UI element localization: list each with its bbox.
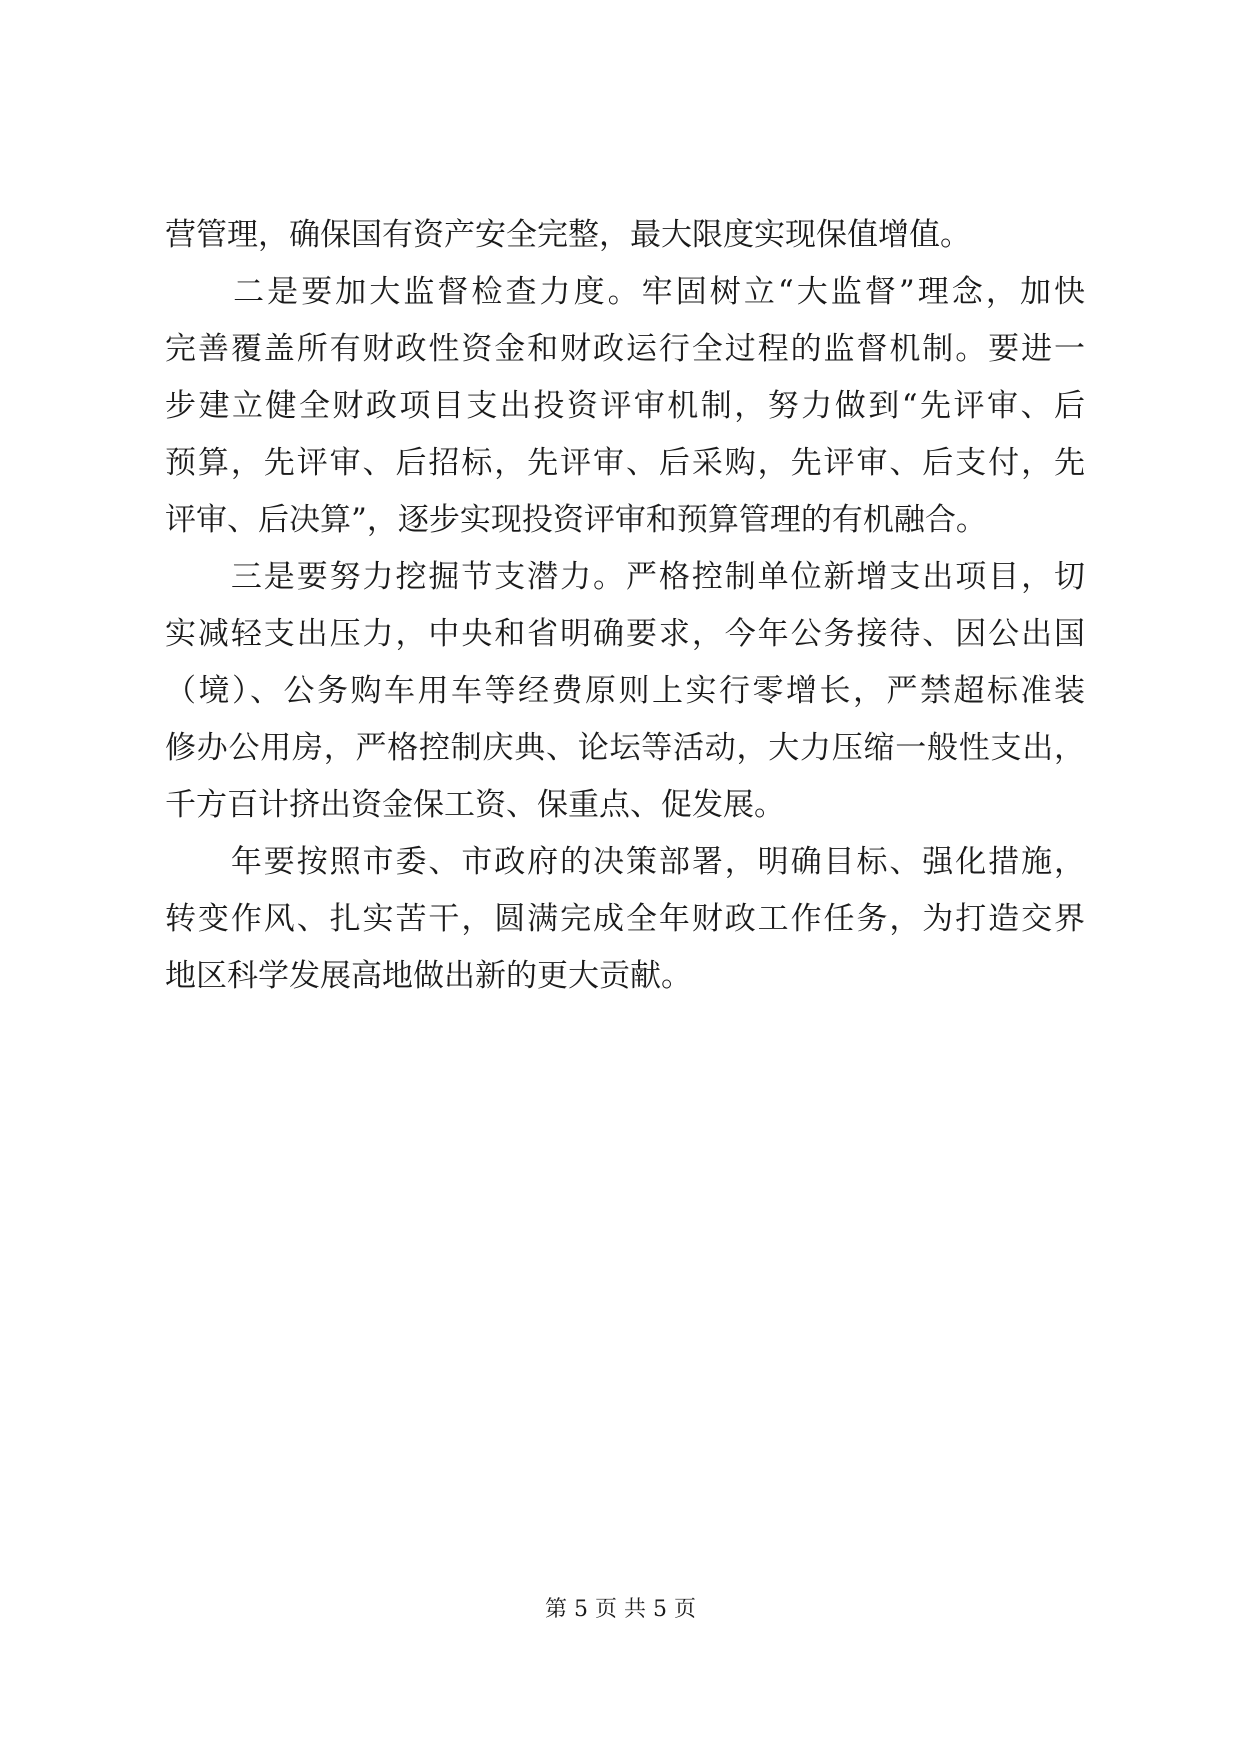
paragraph-line: 完善覆盖所有财政性资金和财政运行全过程的监督机制。要进一 xyxy=(165,331,1085,367)
page-footer: 第 5 页 共 5 页 xyxy=(545,1597,696,1622)
paragraph-line: 修办公用房，严格控制庆典、论坛等活动，大力压缩一般性支出， xyxy=(165,730,1085,766)
paragraph-line: 转变作风、扎实苦干，圆满完成全年财政工作任务，为打造交界 xyxy=(165,901,1085,937)
paragraph-line: 二是要加大监督检查力度。牢固树立“大监督”理念，加快 xyxy=(165,274,1085,310)
paragraph-line: 千方百计挤出资金保工资、保重点、促发展。 xyxy=(165,787,785,823)
paragraph-line: 实减轻支出压力，中央和省明确要求，今年公务接待、因公出国 xyxy=(165,616,1085,652)
paragraph-line: 营管理，确保国有资产安全完整，最大限度实现保值增值。 xyxy=(165,217,971,253)
paragraph-line: 地区科学发展高地做出新的更大贡献。 xyxy=(165,958,692,994)
paragraph-line: 预算，先评审、后招标，先评审、后采购，先评审、后支付，先 xyxy=(165,445,1085,481)
paragraph-line: 评审、后决算”，逐步实现投资评审和预算管理的有机融合。 xyxy=(165,502,987,538)
paragraph-line: 年要按照市委、市政府的决策部署，明确目标、强化措施， xyxy=(165,844,1085,880)
paragraph-line: 步建立健全财政项目支出投资评审机制，努力做到“先评审、后 xyxy=(165,388,1085,424)
paragraph-line: （境）、公务购车用车等经费原则上实行零增长，严禁超标准装 xyxy=(165,673,1085,709)
paragraph-line: 三是要努力挖掘节支潜力。严格控制单位新增支出项目，切 xyxy=(165,559,1085,595)
